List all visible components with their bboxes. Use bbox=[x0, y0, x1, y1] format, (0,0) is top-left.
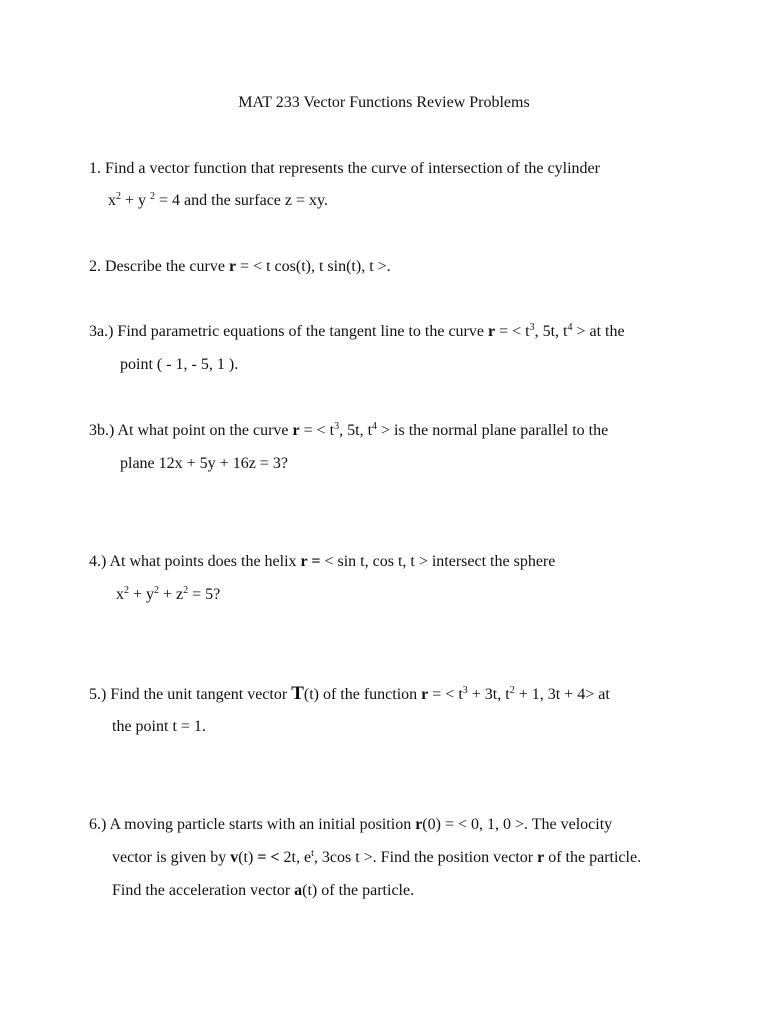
problem-1-line-2: $x^2 + y$ $^2$ = 4 and the surface z = xy. bbox=[108, 191, 328, 209]
problem-2: 2. Describe the curve r = < t cos(t), t sin(t), t >. bbox=[89, 258, 391, 275]
problem-5-line-2: the point t = 1. bbox=[112, 718, 206, 735]
problem-6-line-1: 6.) A moving particle starts with an initial position r(0) = < 0, 1, 0 >. The velocity bbox=[89, 816, 613, 833]
page-title: MAT 233 Vector Functions Review Problems bbox=[238, 94, 530, 111]
problem-3b-line-1: 3b.) At what point on the curve r = < $t^3$, 5t, $t^4$ > is the normal plane parallel to the bbox=[89, 421, 609, 439]
problem-4-line-1: 4.) At what points does the helix r = < sin t, cos t, t > intersect the sphere bbox=[89, 553, 556, 570]
problem-1-line-1: 1. Find a vector function that represents the curve of intersection of the cylinder bbox=[89, 160, 600, 177]
problem-5-line-1: 5.) Find the unit tangent vector T(t) of the function r = < $t^3 + 3t$, $t^2 + 1$, 3t + 4> at bbox=[89, 683, 610, 704]
problem-3b-line-2: plane 12x + 5y + 16z = 3? bbox=[120, 455, 288, 472]
problem-3a-line-2: point ( - 1, - 5, 1 ). bbox=[120, 356, 239, 373]
problem-6-line-3: Find the acceleration vector a(t) of the particle. bbox=[112, 882, 415, 899]
problem-4-line-2: $x^2 + y^2 + z^2 = 5$? bbox=[116, 585, 221, 603]
problem-3a-line-1: 3a.) Find parametric equations of the tangent line to the curve r = < $t^3$, 5t, $t^4$ > at the bbox=[89, 322, 625, 340]
problem-6-line-2: vector is given by v(t) = < 2t, $e^t$, 3cos t >. Find the position vector r of the particle. bbox=[112, 848, 642, 866]
